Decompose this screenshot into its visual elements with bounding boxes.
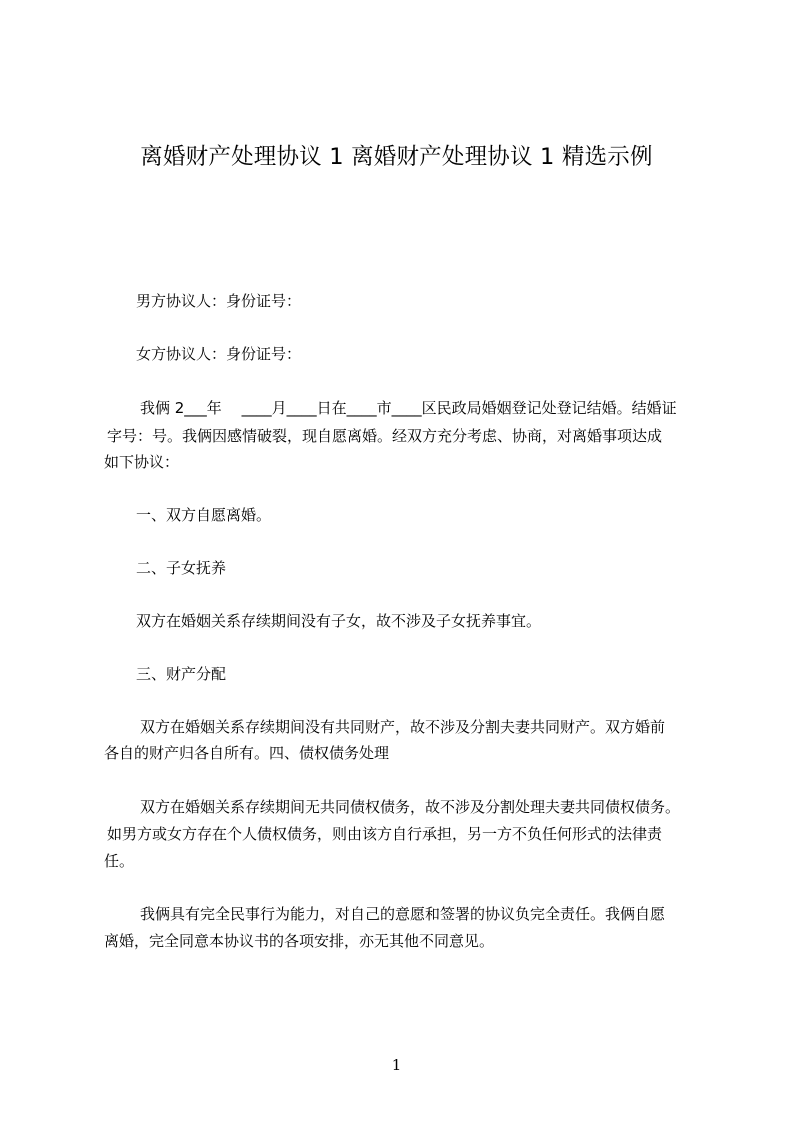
section2-body: 双方在婚姻关系存续期间没有子女，故不涉及子女抚养事宜。 [136, 612, 542, 630]
female-party-line: 女方协议人：身份证号： [136, 345, 302, 363]
closing-line-1: 我俩具有完全民事行为能力，对自己的意愿和签署的协议负完全责任。我俩自愿 [140, 905, 666, 923]
section3-body-line-2: 各自的财产归各自所有。四、债权债务处理 [104, 744, 390, 762]
section3-body-line-1: 双方在婚姻关系存续期间没有共同财产，故不涉及分割夫妻共同财产。双方婚前 [140, 718, 666, 736]
document-title: 离婚财产处理协议 1 离婚财产处理协议 1 精选示例 [140, 144, 653, 170]
intro-line-1: 我俩 2___年 ____月____日在____市____区民政局婚姻登记处登记结婚。结婚证 [140, 399, 677, 417]
section2-heading: 二、子女抚养 [136, 559, 227, 577]
section4-body-line-3: 任。 [104, 852, 135, 870]
section1-heading: 一、双方自愿离婚。 [136, 506, 272, 524]
section4-body-line-1: 双方在婚姻关系存续期间无共同债权债务，故不涉及分割处理夫妻共同债权债务。 [140, 798, 681, 816]
intro-line-3: 如下协议： [104, 453, 180, 471]
male-party-line: 男方协议人：身份证号： [136, 292, 302, 310]
page-number: 1 [391, 1056, 402, 1074]
section4-body-line-2: 如男方或女方存在个人债权债务，则由该方自行承担，另一方不负任何形式的法律责 [107, 825, 663, 843]
section3-heading: 三、财产分配 [136, 665, 227, 683]
closing-line-2: 离婚，完全同意本协议书的各项安排，亦无其他不同意见。 [104, 932, 495, 950]
intro-line-2: 字号：号。我俩因感情破裂，现自愿离婚。经双方充分考虑、协商，对离婚事项达成 [107, 427, 663, 445]
